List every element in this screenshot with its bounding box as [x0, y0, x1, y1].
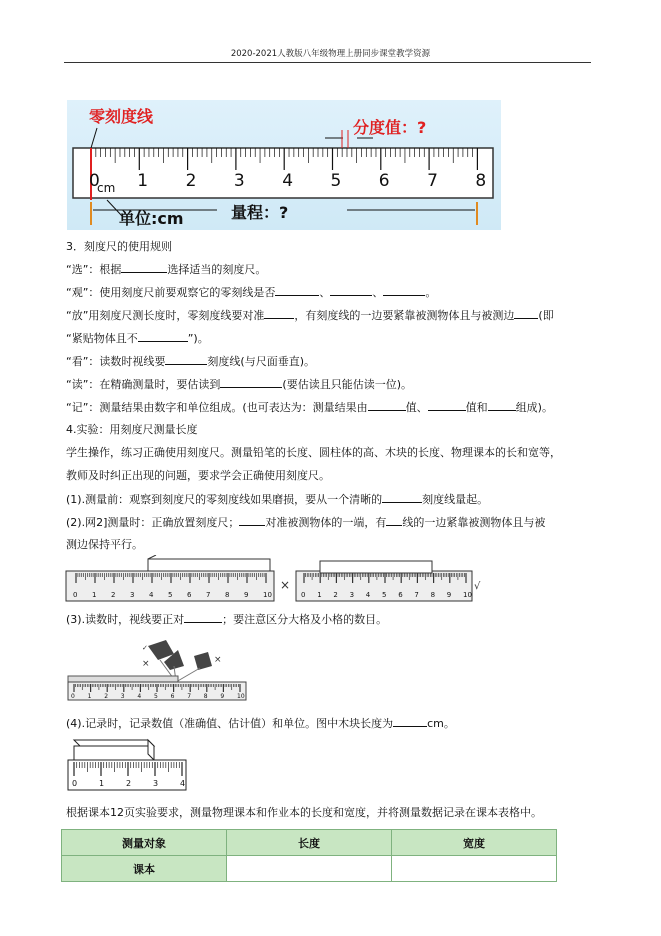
line-place-2: “紧贴物体且不 ”)。: [66, 332, 209, 345]
ruler-number: 0: [72, 779, 78, 788]
ruler-number: 2: [104, 693, 109, 700]
table-header-length: 长度: [227, 830, 392, 856]
unit-label: 单位:cm: [119, 209, 184, 228]
line-read: “读”：在精确测量时，要估读到 (要估读且只能估读一位)。: [66, 378, 412, 391]
placement-figure: [64, 555, 490, 605]
ruler-number: 6: [170, 693, 175, 700]
table-cell-textbook: 课本: [62, 856, 227, 882]
line-task: 根据课本12页实验要求，测量物理课本和作业本的长度和宽度，并将测量数据记录在课本表格中。: [66, 806, 542, 819]
ruler-number: 2: [185, 171, 197, 191]
zero-line-label: 零刻度线: [89, 107, 154, 126]
line-measure: (2).网2]测量时：正确放置刻度尺； 对准被测物体的一端，有 线的一边紧靠被测物体且与被: [66, 516, 546, 529]
ruler-number: 1: [99, 779, 105, 788]
ruler-number: 0: [301, 591, 306, 599]
ruler-number: 7: [427, 171, 438, 191]
ruler-number: 6: [398, 591, 403, 599]
ruler-number: 5: [168, 591, 173, 599]
ruler-diagram-svg: [67, 100, 501, 230]
svg-text:✓: ✓: [142, 644, 148, 652]
ruler-number: 8: [225, 591, 230, 599]
ruler-number: 4: [149, 591, 154, 599]
ruler-number: 7: [187, 693, 192, 700]
line-observe: “观”：使用刻度尺前要观察它的零刻线是否 、 、 。: [66, 286, 437, 299]
table-header-width: 宽度: [392, 830, 557, 856]
ruler-number: 6: [378, 171, 390, 191]
line-record-value: (4).记录时，记录数值（准确值、估计值）和单位。图中木块长度为 cm。: [66, 717, 455, 730]
ruler-number: 1: [92, 591, 97, 599]
ruler-number: 3: [120, 693, 125, 700]
ruler-number: 2: [333, 591, 338, 599]
line-measure-2: 测边保持平行。: [66, 538, 143, 551]
ruler-number: 7: [206, 591, 211, 599]
line-student-op: 学生操作，练习正确使用刻度尺。测量铅笔的长度、圆柱体的高、木块的长度、物理课本的长和宽等，: [66, 446, 561, 459]
line-reading: (3).读数时，视线要正对 ；要注意区分大格及小格的数目。: [66, 613, 388, 626]
svg-text:×: ×: [142, 659, 150, 669]
wrong-mark: ×: [280, 578, 291, 592]
ruler-number: 10: [463, 591, 472, 599]
line-before-measure: (1).测量前：观察到刻度尺的零刻度线如果磨损，要从一个清晰的 刻度线量起。: [66, 493, 489, 506]
range-label: 量程：?: [231, 203, 289, 222]
line-experiment-title: 4.实验：用刻度尺测量长度: [66, 423, 198, 436]
ruler-number: 5: [154, 693, 158, 700]
header-rule: [64, 62, 591, 63]
table-cell-length-input[interactable]: [227, 856, 392, 882]
ruler-number: 5: [382, 591, 387, 599]
ruler-number: 3: [130, 591, 135, 599]
ruler-number: 1: [87, 693, 92, 700]
ruler-number: 4: [282, 171, 294, 191]
ruler-number: 8: [203, 693, 208, 700]
ruler-number: 10: [263, 591, 272, 599]
ruler-number: 1: [317, 591, 322, 599]
ruler-number: 0: [73, 591, 78, 599]
right-mark: √: [474, 581, 481, 592]
line-look: “看”：读数时视线要 刻度线(与尺面垂直)。: [66, 355, 315, 368]
ruler-number: 2: [126, 779, 132, 788]
block-figure: [66, 738, 190, 794]
line-select: “选”：根据 选择适当的刻度尺。: [66, 263, 267, 276]
table-row: [62, 856, 557, 882]
page-header: 2020-2021人教版八年级物理上册同步课堂教学资源: [230, 49, 431, 59]
ruler-number: 1: [137, 171, 149, 191]
ruler-number: 4: [137, 693, 142, 700]
ruler-number: 6: [187, 591, 192, 599]
ruler-number: 2: [111, 591, 116, 599]
ruler-diagram: [67, 100, 501, 230]
ruler-number: 7: [414, 591, 419, 599]
line-place: “放”用刻度尺测长度时，零刻度线要对准 ，有刻度线的一边要紧靠被测物体且与被测边 (即: [66, 309, 554, 322]
line-teacher: 教师及时纠正出现的问题，要求学会正确使用刻度尺。: [66, 469, 330, 482]
measurement-table: [61, 829, 557, 882]
cm-label: cm: [97, 181, 116, 195]
ruler-number: 8: [475, 171, 487, 191]
ruler-number: 9: [446, 591, 452, 599]
table-cell-width-input[interactable]: [392, 856, 557, 882]
table-header-row: [62, 830, 557, 856]
table-header-object: 测量对象: [62, 830, 227, 856]
reading-figure: [66, 638, 248, 704]
ruler-number: 10: [237, 693, 245, 700]
ruler-number: 0: [89, 171, 100, 191]
division-label: 分度值：?: [353, 118, 427, 137]
ruler-number: 9: [244, 591, 249, 599]
ruler-number: 8: [430, 591, 436, 599]
ruler-number: 5: [330, 171, 342, 191]
ruler-number: 3: [349, 591, 355, 599]
line-rules-title: 3．刻度尺的使用规则: [66, 240, 172, 253]
ruler-number: 3: [233, 171, 245, 191]
ruler-number: 3: [153, 779, 159, 788]
svg-text:×: ×: [214, 655, 222, 665]
ruler-number: 4: [365, 591, 371, 599]
ruler-number: 4: [180, 779, 186, 788]
ruler-number: 0: [71, 693, 75, 700]
line-record: “记”：测量结果由数字和单位组成。(也可表达为：测量结果由 值、 值和 组成)。: [66, 401, 553, 414]
ruler-number: 9: [220, 693, 225, 700]
